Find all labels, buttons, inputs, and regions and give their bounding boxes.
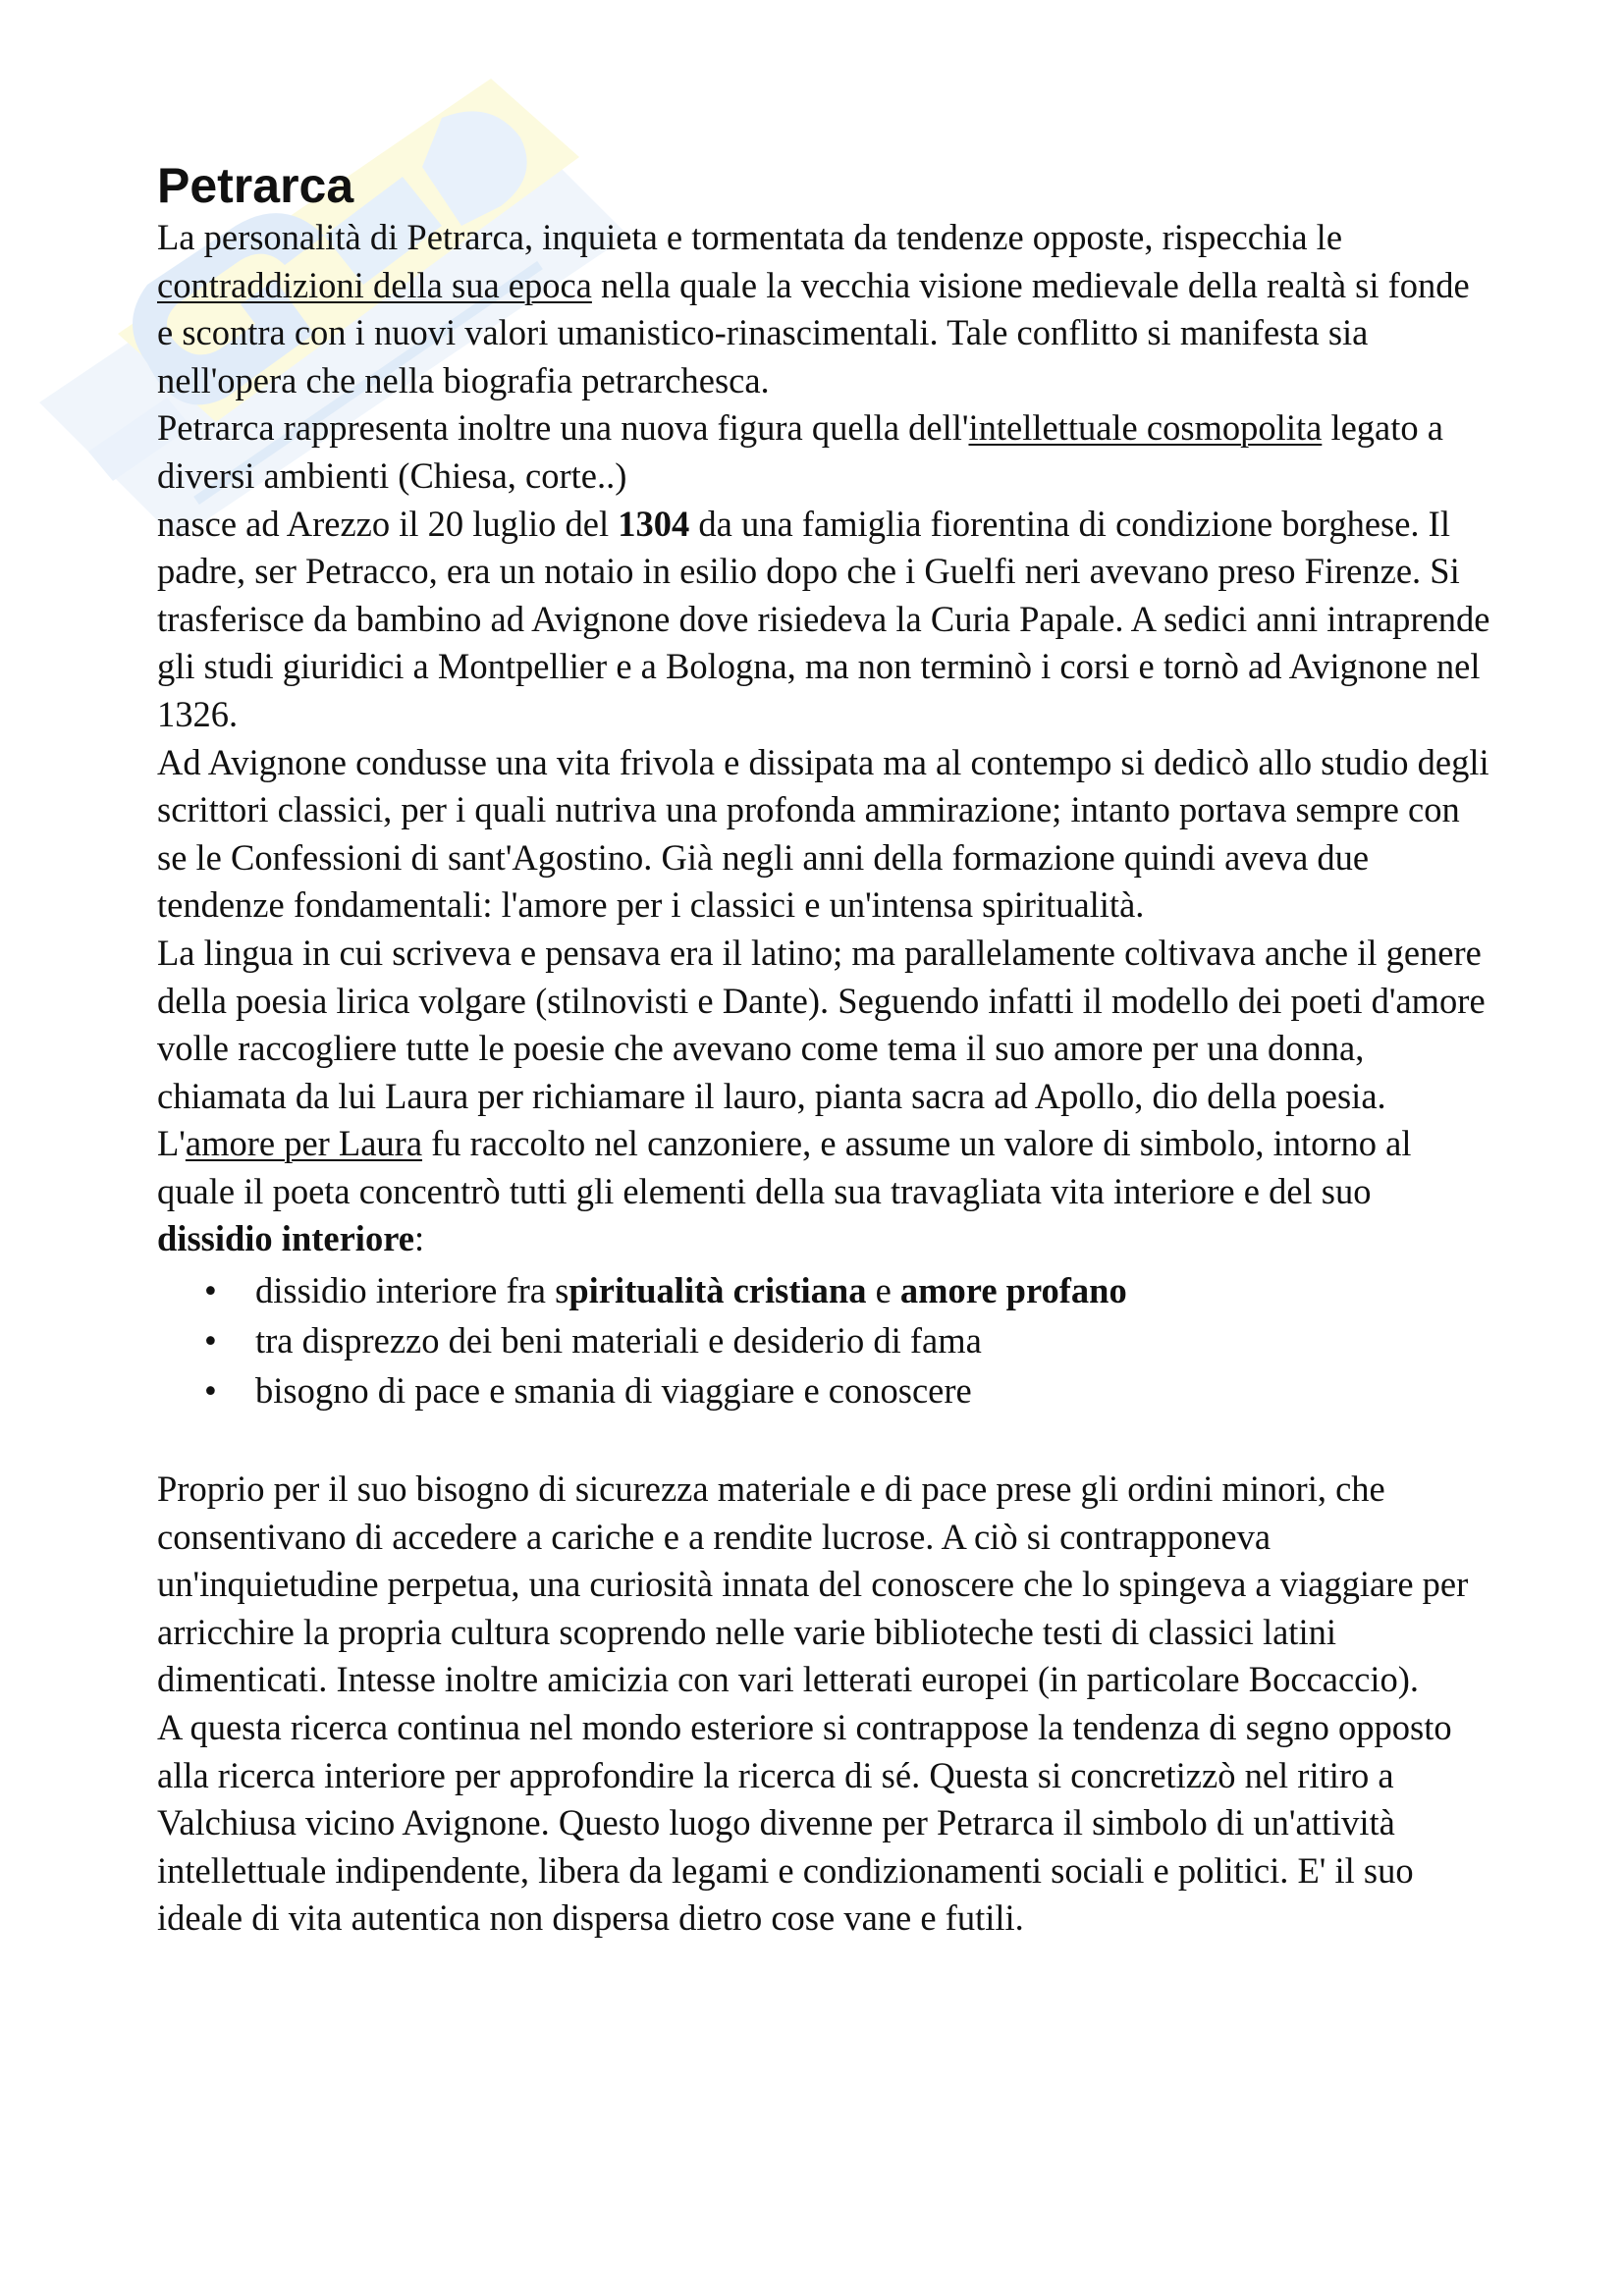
paragraph-biography: nasce ad Arezzo il 20 luglio del 1304 da una famiglia fiorentina di condizione borghese. Il padre, ser Petracco, era un notaio in esilio dopo che i Guelfi neri avevano preso Firenze. Si trasferisce da bambino ad Avignone dove risiedeva la Curia Papale. A sedici anni intraprende gli studi giuridici a Montpellier e a Bologna, ma non terminò i corsi e tornò ad Avignone nel 1326. [157,503,1490,734]
paragraph-valchiusa: A questa ricerca continua nel mondo esteriore si contrappose la tendenza di segno opposto alla ricerca interiore per approfondire la ricerca di sé. Questa si concretizzò nel ritiro a Valchiusa vicino Avignone. Questo luogo divenne per Petrarca il simbolo di un'attività intellettuale indipendente, libera da legami e condizionamenti sociali e politici. E' il suo ideale di vita autentica non dispersa dietro cose vane e futili. [157,1707,1452,1939]
document-body [157,157,1492,1943]
list-item: • dissidio interiore fra spiritualità cristiana e amore profano [255,1265,1492,1315]
paragraph-intro: La personalità di Petrarca, inquieta e tormentata da tendenze opposte, rispecchia le contraddizioni della sua epoca nella quale la vecchia visione medievale della realtà si fonde e scontra con i nuovi valori umanistico-rinascimentali. Tale conflitto si manifesta sia nell'opera che nella biografia petrarchesca. [157,217,1470,400]
underlined-phrase: intellettuale cosmopolita [968,407,1323,449]
page-title: Petrarca [157,158,354,213]
underlined-phrase: amore per Laura [185,1123,423,1164]
bold-year: 1304 [618,503,690,544]
paragraph-lingua: La lingua in cui scriveva e pensava era il latino; ma parallelamente coltivava anche il genere della poesia lirica volgare (stilnovisti e Dante). Seguendo infatti il modello dei poeti d'amore volle raccogliere tutte le poesie che avevano come tema il suo amore per una donna, chiamata da lui Laura per richiamare il lauro, pianta sacra ad Apollo, dio della poesia. L'amore per Laura fu raccolto nel canzoniere, e assume un valore di simbolo, intorno al quale il poeta concentrò tutti gli elementi della sua travagliata vita interiore e del suo dissidio interiore: [157,932,1486,1259]
list-item: • bisogno di pace e smania di viaggiare e conoscere [255,1365,1492,1415]
bullet-list [157,1265,1492,1415]
underlined-phrase: contraddizioni della sua epoca [157,264,592,305]
blank-line [157,1415,1492,1466]
list-item: • tra disprezzo dei beni materiali e desiderio di fama [255,1315,1492,1365]
paragraph-ordini-minori: Proprio per il suo bisogno di sicurezza materiale e di pace prese gli ordini minori, che consentivano di accedere a cariche e a rendite lucrose. A ciò si contrapponeva un'inquietudine perpetua, una curiosità innata del conoscere che lo spingeva a viaggiare per arricchire la propria cultura scoprendo nelle varie biblioteche testi di classici latini dimenticati. Intesse inoltre amicizia con vari letterati europei (in particolare Boccaccio). [157,1468,1469,1700]
paragraph-avignone: Ad Avignone condusse una vita frivola e dissipata ma al contempo si dedicò allo studio degli scrittori classici, per i quali nutriva una profonda ammirazione; intanto portava sempre con se le Confessioni di sant'Agostino. Già negli anni della formazione quindi aveva due tendenze fondamentali: l'amore per i classici e un'intensa spiritualità. [157,741,1489,926]
bold-phrase: dissidio interiore [157,1218,414,1259]
paragraph-intellettuale: Petrarca rappresenta inoltre una nuova figura quella dell'intellettuale cosmopolita legato a diversi ambienti (Chiesa, corte..) [157,407,1443,496]
